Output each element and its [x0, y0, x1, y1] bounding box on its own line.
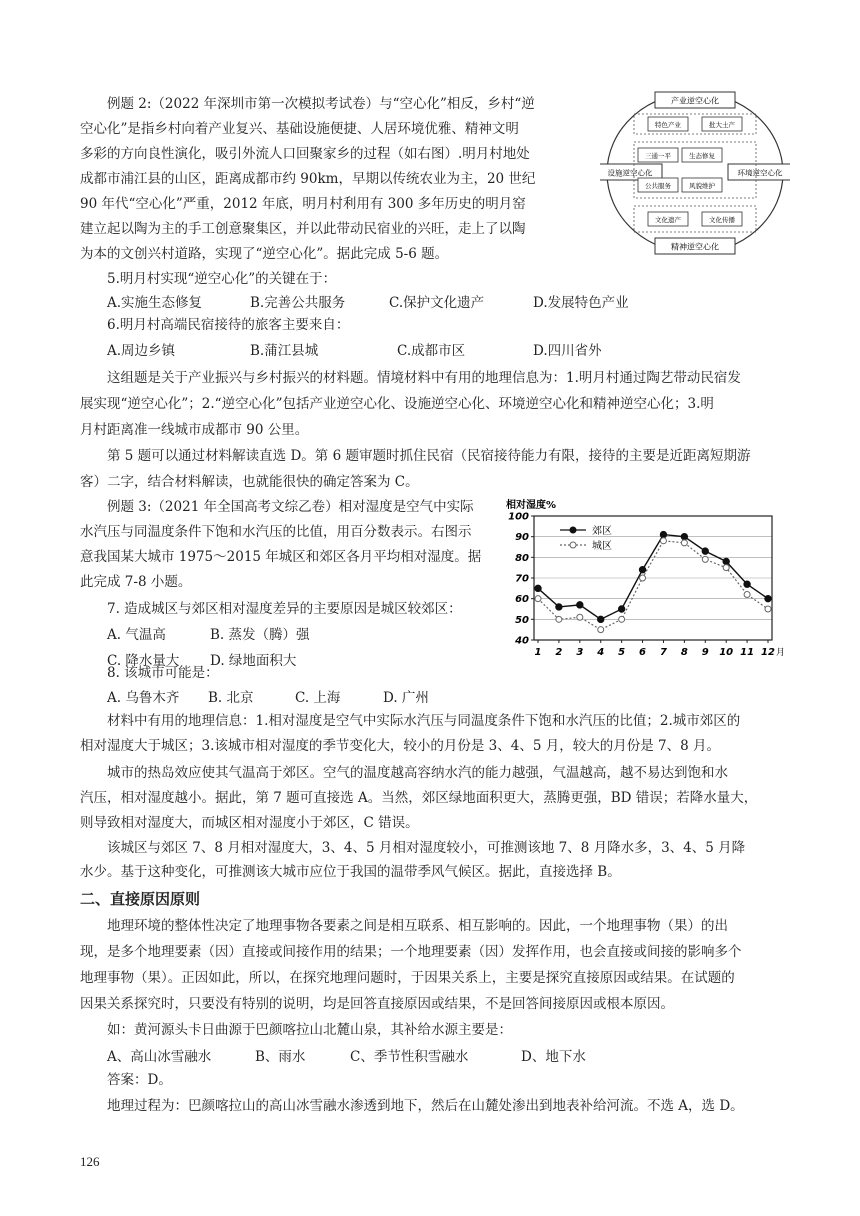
- y-tick-label: 60: [515, 594, 529, 606]
- option: D.四川省外: [533, 343, 602, 359]
- diagram-right-label: 环境逆空心化: [737, 168, 783, 178]
- option: C.成都市区: [397, 343, 466, 359]
- data-point: [535, 585, 541, 591]
- analysis-line: 展实现“逆空心化”；2.“逆空心化”包括产业逆空心化、设施逆空心化、环境逆空心化和精神逆空心化；3.明: [80, 396, 714, 412]
- series-line: [538, 541, 768, 630]
- x-tick-label: 9: [701, 647, 709, 658]
- reverse-hollowing-diagram: [600, 88, 790, 258]
- analysis-line: 月村距离准一线城市成都市 90 公里。: [80, 422, 309, 438]
- y-tick-label: 50: [515, 614, 529, 626]
- option: D、地下水: [521, 1049, 586, 1065]
- data-point: [660, 538, 666, 544]
- x-tick-label: 5: [618, 647, 626, 658]
- x-tick-label: 8: [680, 647, 688, 658]
- data-point: [640, 575, 646, 581]
- section-line: 因果关系探究时，只要没有特别的说明，均是回答直接原因或结果，不是回答间接原因或根本原因。: [80, 996, 674, 1012]
- example3-line: 此完成 7-8 小题。: [80, 574, 192, 590]
- diagram-top-label: 产业逆空心化: [671, 96, 719, 106]
- x-tick-label: 4: [597, 647, 605, 658]
- diagram-item: 特色产业: [655, 121, 681, 129]
- relative-humidity-chart: [500, 492, 790, 662]
- data-point: [577, 614, 583, 620]
- data-point: [765, 595, 771, 601]
- analysis-line: 材料中有用的地理信息：1.相对湿度是空气中实际水汽压与同温度条件下饱和水汽压的比值；2.城市郊区的: [107, 713, 741, 729]
- option: B.蒲江县城: [250, 343, 319, 359]
- data-point: [744, 592, 750, 598]
- analysis-line: 第 5 题可以通过材料解读直选 D。第 6 题审题时抓住民宿（民宿接待能力有限，接待的主要是近距离短期游: [107, 448, 751, 464]
- option: B.完善公共服务: [250, 295, 346, 311]
- example2-line: 例题 2:（2022 年深圳市第一次模拟考试卷）与“空心化”相反，乡村“逆: [107, 96, 535, 112]
- y-tick-label: 90: [515, 532, 529, 544]
- data-point: [681, 540, 687, 546]
- example2-line: 建立起以陶为主的手工创意聚集区，并以此带动民宿业的兴旺，走上了以陶: [80, 221, 526, 237]
- diagram-item: 风貌维护: [689, 182, 715, 190]
- option: A. 乌鲁木齐: [107, 690, 180, 706]
- data-point: [619, 616, 625, 622]
- data-point: [723, 558, 729, 564]
- data-point: [702, 548, 708, 554]
- data-point: [556, 604, 562, 610]
- option: A.周边乡镇: [107, 343, 176, 359]
- analysis-line: 则导致相对湿度大，而城区相对湿度小于郊区，C 错误。: [80, 815, 419, 831]
- option: B. 北京: [208, 690, 254, 706]
- x-tick-label: 2: [555, 647, 563, 658]
- y-tick-label: 40: [515, 635, 529, 647]
- data-point: [577, 602, 583, 608]
- answer-line: 答案：D。: [107, 1072, 172, 1088]
- example2-line: 空心化”是指乡村向着产业复兴、基础设施便捷、人居环境优雅、精神文明: [80, 121, 519, 137]
- legend-label: 郊区: [592, 526, 612, 537]
- legend-label: 城区: [592, 541, 612, 552]
- x-tick-label: 1: [534, 647, 542, 658]
- option: A. 气温高: [107, 627, 166, 643]
- example2-line: 成都市浦江县的山区，距离成都市约 90km，早期以传统农业为主，20 世纪: [80, 171, 536, 187]
- option: D. 绿地面积大: [210, 653, 297, 669]
- page-number: 126: [80, 1154, 100, 1169]
- option: B. 蒸发（腾）强: [210, 627, 310, 643]
- data-point: [660, 531, 666, 537]
- diagram-item: 公共服务: [645, 182, 671, 190]
- x-tick-label: 12: [761, 647, 775, 658]
- x-tick-label: 3: [576, 647, 584, 658]
- legend-marker: [570, 542, 576, 548]
- data-point: [535, 596, 541, 602]
- analysis-line: 这组题是关于产业振兴与乡村振兴的材料题。情境材料中有用的地理信息为：1.明月村通过陶艺带动民宿发: [107, 370, 741, 386]
- diagram-item: 批大土产: [709, 121, 735, 129]
- data-point: [681, 533, 687, 539]
- option: C. 上海: [295, 690, 341, 706]
- option: C. 降水量大: [107, 653, 180, 669]
- question-5: 5.明月村实现“逆空心化”的关键在于：: [107, 271, 337, 287]
- data-point: [639, 567, 645, 573]
- legend-marker: [570, 527, 576, 533]
- section-line: 现，是多个地理要素（因）直接或间接作用的结果；一个地理要素（因）发挥作用，也会直接或间接的影响多个: [80, 944, 742, 960]
- data-point: [723, 565, 729, 571]
- section-heading: 二、直接原因原则: [80, 890, 201, 908]
- option: C.保护文化遗产: [389, 295, 485, 311]
- section-line: 地理环境的整体性决定了地理事物各要素之间是相互联系、相互影响的。因此，一个地理事物（果）的出: [107, 918, 728, 934]
- example3-line: 意我国某大城市 1975～2015 年城区和郊区各月平均相对湿度。据: [80, 549, 482, 565]
- section-example: 如：黄河源头卡日曲源于巴颜喀拉山北麓山泉，其补给水源主要是：: [107, 1022, 512, 1038]
- data-point: [598, 627, 604, 633]
- diagram-item: 生态修复: [689, 152, 715, 160]
- example2-line: 90 年代“空心化”严重，2012 年底，明月村利用有 300 多年历史的明月窑: [80, 196, 526, 212]
- data-point: [744, 581, 750, 587]
- question-6: 6.明月村高端民宿接待的旅客主要来自：: [107, 317, 350, 333]
- analysis-line: 汽压，相对湿度越小。据此，第 7 题可直接选 A。当然，郊区绿地面积更大，蒸腾更强，BD 错误；若降水量大，: [80, 790, 758, 806]
- analysis-line: 城市的热岛效应使其气温高于郊区。空气的温度越高容纳水汽的能力越强，气温越高，越不易达到饱和水: [107, 765, 728, 781]
- diagram-bottom-label: 精神逆空心化: [671, 242, 719, 252]
- diagram-item: 三通一平: [645, 152, 671, 160]
- example3-line: 例题 3:（2021 年全国高考文综乙卷）相对湿度是空气中实际: [107, 499, 474, 515]
- data-point: [765, 606, 771, 612]
- option: C、季节性积雪融水: [350, 1049, 469, 1065]
- example3-line: 水汽压与同温度条件下饱和水汽压的比值，用百分数表示。右图示: [80, 524, 472, 540]
- analysis-line: 客）二字，结合材料解读，也就能很快的确定答案为 C。: [80, 474, 419, 490]
- example2-line: 多彩的方向良性演化，吸引外流人口回聚家乡的过程（如右图）.明月村地处: [80, 146, 530, 162]
- process-line: 地理过程为：巴颜喀拉山的高山冰雪融水渗透到地下，然后在山麓处渗出到地表补给河流。不选 A，选 D。: [107, 1098, 744, 1114]
- option: A、高山冰雪融水: [107, 1049, 212, 1065]
- section-line: 地理事物（果）。正因如此，所以，在探究地理问题时，于因果关系上，主要是探究直接原因或结果。在试题的: [80, 970, 735, 986]
- x-tick-label: 10: [719, 647, 734, 658]
- analysis-line: 水少。基于这种变化，可推测该大城市应位于我国的温带季风气候区。据此，直接选择 B。: [80, 864, 621, 880]
- diagram-left-label: 设施逆空心化: [607, 168, 653, 178]
- option: D.发展特色产业: [533, 295, 629, 311]
- x-tick-label: 6: [639, 647, 647, 658]
- x-tick-label: 7: [659, 647, 667, 658]
- example2-line: 为本的文创兴村道路，实现了“逆空心化”。据此完成 5-6 题。: [80, 246, 449, 262]
- analysis-line: 该城区与郊区 7、8 月相对湿度大，3、4、5 月相对湿度较小，可推测该地 7、8 月降水多，3、4、5 月降: [107, 840, 746, 856]
- data-point: [618, 606, 624, 612]
- option: D. 广州: [383, 690, 429, 706]
- question-7: 7. 造成城区与郊区相对湿度差异的主要原因是城区较郊区：: [107, 601, 462, 617]
- x-tick-label: 11: [740, 647, 755, 658]
- y-tick-label: 80: [515, 552, 529, 564]
- chart-ylabel: 相对湿度%: [506, 500, 557, 511]
- data-point: [556, 616, 562, 622]
- question-8: 8. 该城市可能是：: [107, 665, 219, 681]
- y-tick-label: 100: [508, 511, 529, 523]
- analysis-line: 相对湿度大于城区；3.该城市相对湿度的季节变化大，较小的月份是 3、4、5 月，较大的月份是 7、8 月。: [80, 738, 720, 754]
- option: A.实施生态修复: [107, 295, 203, 311]
- data-point: [598, 616, 604, 622]
- x-axis-unit: 月: [776, 648, 786, 658]
- y-tick-label: 70: [515, 573, 529, 585]
- data-point: [702, 556, 708, 562]
- diagram-item: 文化传播: [709, 216, 735, 224]
- diagram-item: 文化遗产: [655, 216, 681, 224]
- option: B、雨水: [255, 1049, 306, 1065]
